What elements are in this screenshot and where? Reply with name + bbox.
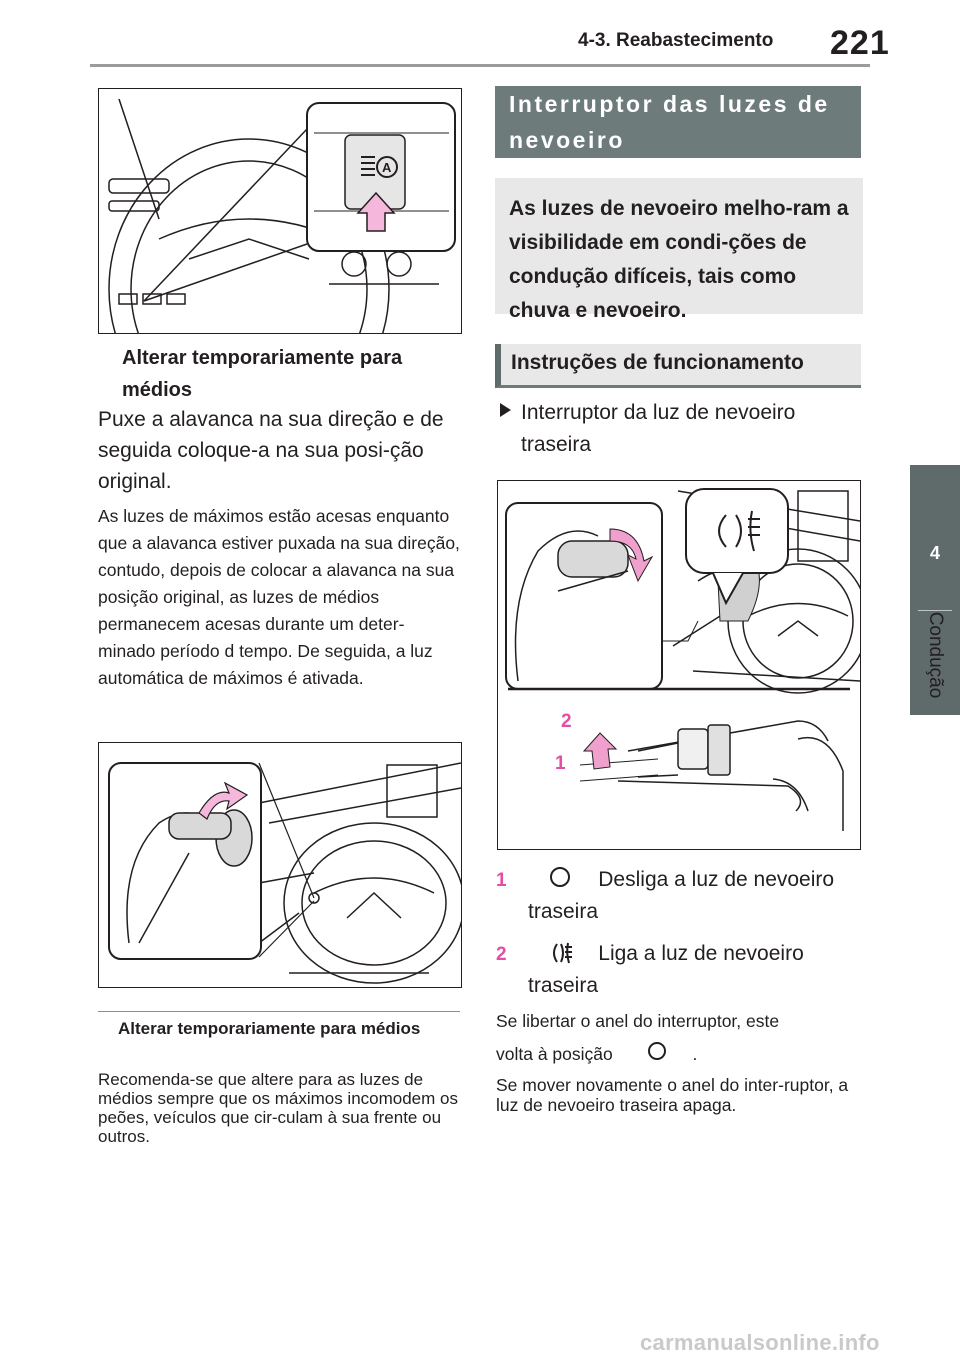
section-title-band: Interruptor das luzes de nevoeiro bbox=[495, 86, 861, 158]
section-header: 4-3. Reabastecimento bbox=[578, 30, 774, 51]
note-a-line1: Se libertar o anel do interruptor, este bbox=[496, 1011, 780, 1031]
list-item-2-cont: traseira bbox=[528, 974, 599, 997]
figure-pull-lever bbox=[98, 742, 462, 988]
list-item-1-cont: traseira bbox=[528, 900, 599, 923]
figure-label-2: 2 bbox=[561, 711, 572, 732]
main-paragraph: Puxe a alavanca na sua direção e de seguida coloque-a na sua posi-ção original. bbox=[98, 408, 444, 493]
steering-wheel-illustration bbox=[99, 89, 461, 333]
figure-label-1: 1 bbox=[555, 753, 566, 774]
lever-pull-illustration bbox=[99, 743, 461, 987]
note-text: Recomenda-se que altere para as luzes de médios sempre que os máximos incomodem os peões, veículos que cir-culam à sua frente ou outros. bbox=[98, 1070, 458, 1146]
watermark: carmanualsonline.info bbox=[640, 1330, 880, 1355]
chapter-tab-label: Condução bbox=[925, 611, 946, 699]
figure-auto-high-beam bbox=[98, 88, 462, 334]
header-rule bbox=[90, 64, 870, 67]
page-number: 221 bbox=[830, 24, 890, 62]
chapter-tab-number: 4 bbox=[929, 543, 940, 563]
triangle-bullet-icon bbox=[500, 403, 511, 417]
bullet-rear-fog-switch: Interruptor da luz de nevoeiro traseira bbox=[500, 397, 860, 461]
svg-text:A: A bbox=[382, 160, 392, 175]
list-number-2: 2 bbox=[496, 944, 507, 965]
list-item-1: 1 Desliga a luz de nevoeiro bbox=[496, 868, 835, 891]
fog-off-icon bbox=[550, 867, 570, 887]
figure-fog-switch bbox=[497, 480, 861, 850]
note-title: Alterar temporariamente para médios bbox=[118, 1019, 421, 1038]
list-item-2: 2 Liga a luz de nevoeiro bbox=[496, 938, 866, 974]
caption-top: Alterar temporariamente para médios bbox=[122, 347, 403, 401]
note-a-line2: volta à posição . bbox=[496, 1044, 698, 1064]
rear-fog-callout bbox=[686, 489, 788, 573]
detail-paragraph: As luzes de máximos estão acesas enquanto que a alavanca estiver puxada na sua direção, contudo, depois de colocar a alavanca na sua posição original, as luzes de médios permanecem acesas durante um deter-minado período d tempo. De seguida, a luz automática de máximos é ativada. bbox=[98, 506, 460, 688]
note-divider bbox=[98, 1011, 460, 1012]
fog-switch-illustration bbox=[498, 481, 860, 849]
note-b: Se mover novamente o anel do inter-ruptor, a luz de nevoeiro traseira apaga. bbox=[496, 1075, 849, 1115]
rotate-arrow-icon bbox=[584, 733, 616, 769]
fog-off-icon-inline bbox=[648, 1042, 666, 1060]
instructions-heading: Instruções de funcionamento bbox=[495, 344, 861, 388]
intro-box: As luzes de nevoeiro melho-ram a visibilidade em condi-ções de condução difíceis, tais como chuva e nevoeiro. bbox=[495, 178, 863, 314]
list-number-1: 1 bbox=[496, 870, 507, 891]
